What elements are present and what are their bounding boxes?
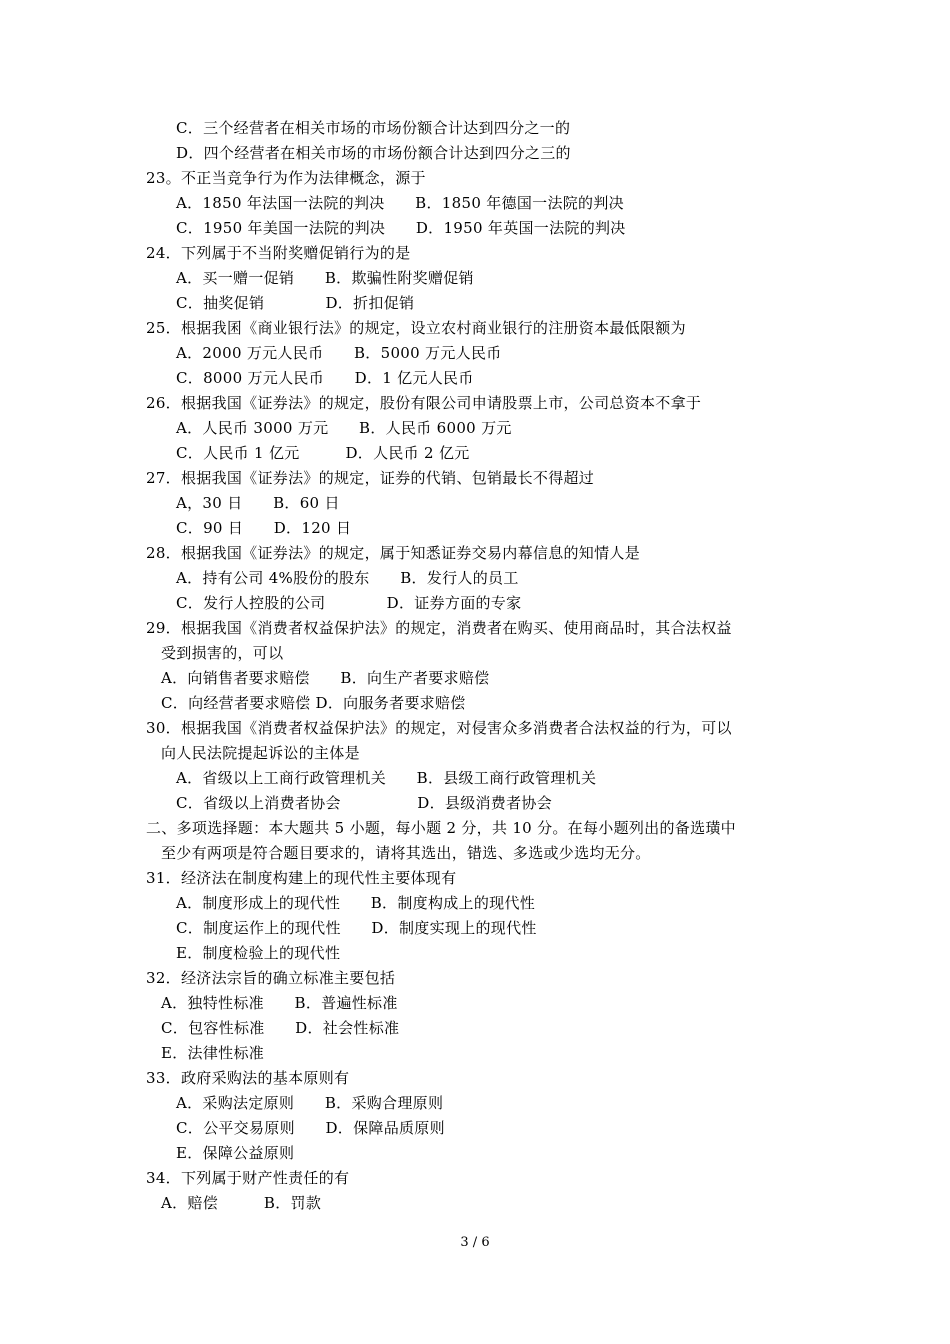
text-line: C．省级以上消费者协会 D．县级消费者协会 bbox=[176, 794, 553, 812]
text-line: C．三个经营者在相关市场的市场份额合计达到四分之一的 bbox=[176, 119, 571, 137]
question-25: 25．根据我囷《商业银行法》的规定，设立农村商业银行的注册资本最低限额为 bbox=[146, 319, 686, 337]
text-line: C．向经营者要求赔偿 D．向服务者要求赔偿 bbox=[161, 694, 466, 712]
question-23: 23。不正当竞争行为作为法律概念，源于 bbox=[146, 169, 426, 187]
text-line: A．1850 年法国一法院的判决 B．1850 年德国一法院的判决 bbox=[176, 194, 624, 212]
text-line: A．持有公司 4%股份的股东 B．发行人的员工 bbox=[176, 569, 519, 587]
text-line: 至少有两项是符合题目要求的，请将其选出，错选、多选或少选均无分。 bbox=[161, 844, 651, 862]
question-27: 27．根据我国《证券法》的规定，证券的代销、包销最长不得超过 bbox=[146, 469, 595, 487]
text-line: 向人民法院提起诉讼的主体是 bbox=[161, 744, 360, 762]
text-line: A．赔偿 B．罚款 bbox=[161, 1194, 322, 1212]
section-heading: 二、多项选择题：本大题共 5 小题，每小题 2 分，共 10 分。在每小题列出的备选璜中 bbox=[146, 819, 736, 837]
text-line: C．发行人控股的公司 D．证券方面的专家 bbox=[176, 594, 522, 612]
text-line: E．法律性标准 bbox=[161, 1044, 265, 1062]
question-28: 28．根据我国《证券法》的规定，属于知悉证券交易内幕信息的知情人是 bbox=[146, 544, 640, 562]
text-line: A．省级以上工商行政管理机关 B．县级工商行政管理机关 bbox=[176, 769, 597, 787]
question-30: 30．根据我国《消费者权益保护法》的规定，对侵害众多消费者合法权益的行为，可以 bbox=[146, 719, 732, 737]
text-line: A．向销售者要求赔偿 B．向生产者要求赔偿 bbox=[161, 669, 490, 687]
text-line: C．人民币 1 亿元 D．人民币 2 亿元 bbox=[176, 444, 470, 462]
question-24: 24．下列属于不当附奖赠促销行为的是 bbox=[146, 244, 411, 262]
text-line: E．制度检验上的现代性 bbox=[176, 944, 341, 962]
text-line: A．2000 万元人民币 B．5000 万元人民币 bbox=[176, 344, 502, 362]
question-33: 33．政府采购法的基本原则有 bbox=[146, 1069, 350, 1087]
question-32: 32．经济法宗旨的确立标准主要包括 bbox=[146, 969, 396, 987]
question-34: 34．下列属于财产性责任的有 bbox=[146, 1169, 350, 1187]
text-line: C．制度运作上的现代性 D．制度实现上的现代性 bbox=[176, 919, 537, 937]
text-line: A．人民币 3000 万元 B．人民币 6000 万元 bbox=[176, 419, 512, 437]
text-line: A．制度形成上的现代性 B．制度构成上的现代性 bbox=[176, 894, 536, 912]
text-line: C．抽奖促销 D．折扣促销 bbox=[176, 294, 415, 312]
text-line: A．买一赠一促销 B．欺骗性附奖赠促销 bbox=[176, 269, 474, 287]
page-number: 3 / 6 bbox=[460, 1235, 490, 1250]
text-line: E．保障公益原则 bbox=[176, 1144, 295, 1162]
text-line: A，30 日 B．60 日 bbox=[176, 494, 340, 512]
text-line: C．1950 年美国一法院的判决 D．1950 年英国一法院的判决 bbox=[176, 219, 626, 237]
question-29: 29．根据我国《消费者权益保护法》的规定，消费者在购买、使用商品时，其合法权益 bbox=[146, 619, 732, 637]
question-31: 31．经济法在制度构建上的现代性主要体现有 bbox=[146, 869, 457, 887]
text-line: C．8000 万元人民币 D．1 亿元人民币 bbox=[176, 369, 474, 387]
text-line: 受到损害的，可以 bbox=[161, 644, 284, 662]
text-line: C．90 日 D．120 日 bbox=[176, 519, 352, 537]
text-line: D．四个经营者在相关市场的市场份额合计达到四分之三的 bbox=[176, 144, 571, 162]
text-line: C．公平交易原则 D．保障品质原则 bbox=[176, 1119, 445, 1137]
question-26: 26．根据我国《证券法》的规定，股份有限公司申请股票上市，公司总资本不拿于 bbox=[146, 394, 702, 412]
text-line: C．包容性标准 D．社会性标准 bbox=[161, 1019, 400, 1037]
text-line: A．采购法定原则 B．采购合理原则 bbox=[176, 1094, 444, 1112]
text-line: A．独特性标准 B．普遍性标准 bbox=[161, 994, 398, 1012]
